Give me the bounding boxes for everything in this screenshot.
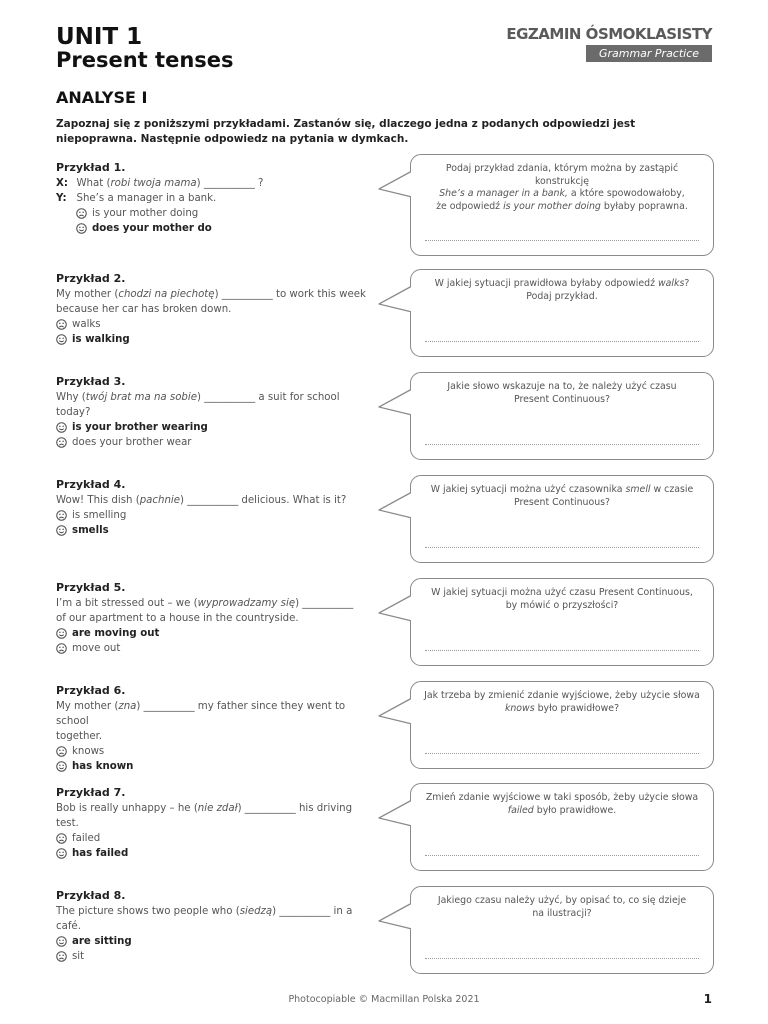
example-6: [56, 683, 376, 774]
happy-face-icon: [56, 761, 67, 772]
example-heading: Przykład 5.: [56, 581, 126, 594]
question-bubble-4: [410, 475, 714, 563]
exam-title: EGZAMIN ÓSMOKLASISTY: [506, 25, 712, 43]
speech-tail-icon: [378, 167, 414, 201]
sentence-text: My mother (zna) __________ my father since they went to school: [56, 701, 346, 727]
example-heading: Przykład 8.: [56, 889, 126, 902]
bubble-question: Jakiego czasu należy użyć, by opisać to, co się dzieje na ilustracji?: [437, 895, 687, 919]
wrong-option: move out: [56, 641, 376, 656]
sad-face-icon: [56, 319, 67, 330]
question-bubble-7: [410, 783, 714, 871]
answer-line[interactable]: [425, 753, 699, 754]
question-bubble-1: [410, 154, 714, 256]
example-2: [56, 271, 376, 347]
bubble-question: W jakiej sytuacji można użyć czasownika smell w czasie Present Continuous?: [430, 484, 694, 508]
happy-face-icon: [56, 334, 67, 345]
speech-tail-icon: [378, 694, 414, 728]
example-8: [56, 888, 376, 964]
unit-title: UNIT 1: [56, 24, 143, 50]
bubble-question: W jakiej sytuacji można użyć czasu Present Continuous, by mówić o przyszłości?: [431, 587, 693, 611]
example-7: [56, 785, 376, 861]
wrong-option: knows: [56, 744, 376, 759]
answer-line[interactable]: [425, 958, 699, 959]
sad-face-icon: [56, 643, 67, 654]
wrong-option: walks: [56, 317, 376, 332]
speech-tail-icon: [378, 591, 414, 625]
happy-face-icon: [76, 223, 87, 234]
speech-tail-icon: [378, 282, 414, 316]
correct-option: are sitting: [56, 934, 376, 949]
happy-face-icon: [56, 525, 67, 536]
correct-option: is your brother wearing: [56, 420, 376, 435]
sentence-text: Bob is really unhappy – he (nie zdał) __________ his driving test.: [56, 803, 353, 829]
sad-face-icon: [56, 746, 67, 757]
answer-line[interactable]: [425, 650, 699, 651]
instructions: Zapoznaj się z poniższymi przykładami. Zastanów się, dlaczego jedna z podanych odpowiedzi jest niepoprawna. Następnie odpowiedz na pytania w dymkach.: [56, 118, 636, 145]
page-number: 1: [703, 992, 712, 1006]
example-3: [56, 374, 376, 450]
wrong-option: does your brother wear: [56, 435, 376, 450]
unit-subtitle: Present tenses: [56, 48, 234, 72]
speaker-x-label: X:: [56, 178, 68, 189]
example-4: [56, 477, 376, 538]
speech-tail-icon: [378, 796, 414, 830]
example-heading: Przykład 7.: [56, 786, 126, 799]
sentence-text-cont: together.: [56, 731, 103, 742]
sentence-text: I’m a bit stressed out – we (wyprowadzamy się) __________: [56, 598, 354, 609]
speaker-y-label: Y:: [56, 193, 67, 204]
sad-face-icon: [76, 208, 87, 219]
sad-face-icon: [56, 951, 67, 962]
question-text: What (robi twoja mama) __________ ?: [76, 178, 264, 189]
section-title: ANALYSE I: [56, 88, 148, 107]
question-bubble-8: [410, 886, 714, 974]
wrong-option: sit: [56, 949, 376, 964]
example-1: [56, 160, 376, 236]
question-bubble-5: [410, 578, 714, 666]
sad-face-icon: [56, 833, 67, 844]
answer-line[interactable]: [425, 341, 699, 342]
question-bubble-2: [410, 269, 714, 357]
happy-face-icon: [56, 422, 67, 433]
speech-tail-icon: [378, 488, 414, 522]
wrong-option: is smelling: [56, 508, 376, 523]
happy-face-icon: [56, 936, 67, 947]
copyright-footer: Photocopiable © Macmillan Polska 2021: [288, 994, 480, 1005]
example-heading: Przykład 3.: [56, 375, 126, 388]
example-heading: Przykład 1.: [56, 161, 126, 174]
correct-option: smells: [56, 523, 376, 538]
example-heading: Przykład 2.: [56, 272, 126, 285]
correct-option: are moving out: [56, 626, 376, 641]
wrong-option: failed: [56, 831, 376, 846]
answer-line[interactable]: [425, 240, 699, 241]
example-heading: Przykład 4.: [56, 478, 126, 491]
answer-line[interactable]: [425, 444, 699, 445]
answer-line[interactable]: [425, 547, 699, 548]
correct-option: has known: [56, 759, 376, 774]
speech-tail-icon: [378, 385, 414, 419]
sentence-text: The picture shows two people who (siedzą) __________ in a café.: [56, 906, 353, 932]
correct-option: is walking: [56, 332, 376, 347]
sad-face-icon: [56, 437, 67, 448]
bubble-question: Jak trzeba by zmienić zdanie wyjściowe, żeby użycie słowa knows było prawidłowe?: [424, 690, 700, 714]
sentence-text: Why (twój brat ma na sobie) __________ a suit for school today?: [56, 392, 340, 418]
correct-option: does your mother do: [56, 221, 376, 236]
correct-option: has failed: [56, 846, 376, 861]
wrong-option: is your mother doing: [56, 206, 376, 221]
bubble-question: Jakie słowo wskazuje na to, że należy użyć czasu Present Continuous?: [447, 381, 677, 405]
sentence-text: Wow! This dish (pachnie) __________ delicious. What is it?: [56, 495, 347, 506]
sad-face-icon: [56, 510, 67, 521]
speech-tail-icon: [378, 899, 414, 933]
answer-text: She’s a manager in a bank.: [76, 193, 217, 204]
happy-face-icon: [56, 848, 67, 859]
sentence-text: My mother (chodzi na piechotę) __________ to work this week: [56, 289, 366, 300]
bubble-question: W jakiej sytuacji prawidłowa byłaby odpowiedź walks? Podaj przykład.: [434, 278, 690, 302]
sentence-text-cont: of our apartment to a house in the countryside.: [56, 613, 299, 624]
answer-line[interactable]: [425, 855, 699, 856]
example-5: [56, 580, 376, 656]
example-heading: Przykład 6.: [56, 684, 126, 697]
bubble-question: Podaj przykład zdania, którym można by zastąpić konstrukcję She’s a manager in a bank, a które spowodowałoby, że odpowiedź is your mother doing byłaby poprawna.: [436, 163, 688, 212]
question-bubble-6: [410, 681, 714, 769]
sentence-text-cont: because her car has broken down.: [56, 304, 232, 315]
happy-face-icon: [56, 628, 67, 639]
bubble-question: Zmień zdanie wyjściowe w taki sposób, żeby użycie słowa failed było prawidłowe.: [425, 792, 699, 816]
grammar-practice-badge: Grammar Practice: [586, 45, 712, 62]
question-bubble-3: [410, 372, 714, 460]
